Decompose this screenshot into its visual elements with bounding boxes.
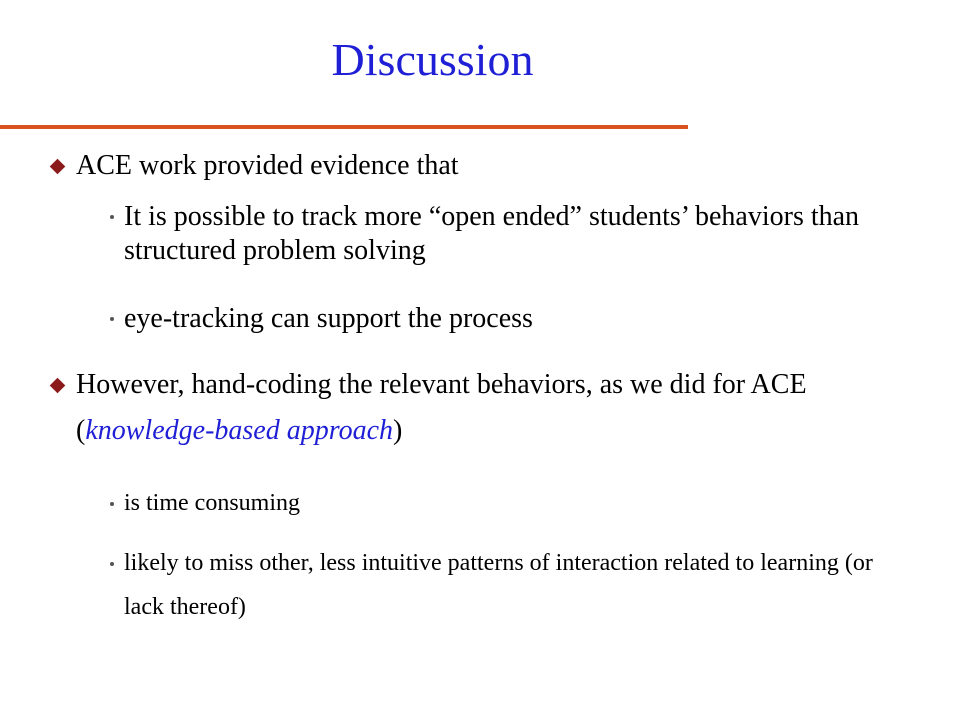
bullet-text-after: ) <box>393 415 403 446</box>
slide-title: Discussion <box>331 34 534 85</box>
diamond-bullet-icon <box>50 159 66 175</box>
sub-bullet-text: It is possible to track more “open ended” students’ behaviors than structured problem solving <box>124 201 860 266</box>
dot-bullet-icon <box>110 317 114 321</box>
sub-bullet-time-consuming <box>110 481 900 525</box>
bullet-text: ACE work provided evidence that <box>76 150 459 181</box>
diamond-bullet-icon <box>50 378 66 394</box>
bullet-ace-evidence <box>52 145 912 187</box>
bullet-hand-coding <box>52 362 912 454</box>
dot-bullet-icon <box>110 562 114 566</box>
sub-bullet-text: eye-tracking can support the process <box>124 303 533 334</box>
dot-bullet-icon <box>110 215 114 219</box>
sub-bullet-eye-tracking <box>110 302 900 336</box>
sub-bullet-text: likely to miss other, less intuitive patterns of interaction related to learning (or lack thereof) <box>124 550 873 620</box>
title-underline-rule <box>0 125 688 129</box>
dot-bullet-icon <box>110 502 114 506</box>
bullet-text <box>76 362 912 454</box>
sub-bullet-text: is time consuming <box>124 490 300 516</box>
sub-bullet-track-open-ended <box>110 200 900 268</box>
sub-bullet-miss-patterns <box>110 541 900 629</box>
knowledge-based-approach-emphasis: knowledge-based approach <box>85 415 393 446</box>
bullet-text-before: However, hand-coding the relevant behaviors, as we did for ACE ( <box>76 369 807 446</box>
